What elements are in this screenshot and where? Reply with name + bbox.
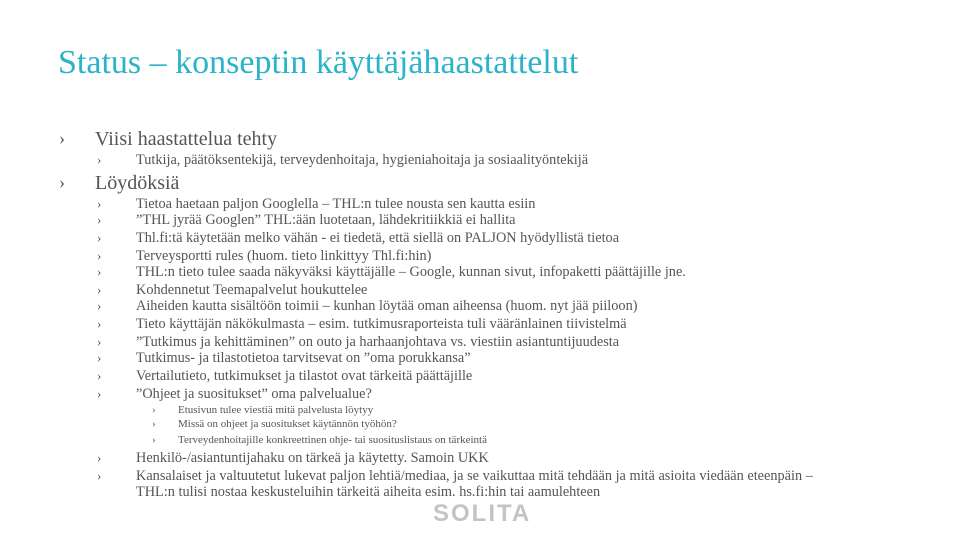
list-item-text: Viisi haastattelua tehty <box>95 128 278 150</box>
list-item-text: Kohdennetut Teemapalvelut houkuttelee <box>136 282 368 298</box>
bullet-marker: › <box>152 434 156 446</box>
list-item-text: THL:n tieto tulee saada näkyväksi käyttäjälle – Google, kunnan sivut, infopaketti päättäjille jne. <box>136 264 686 280</box>
list-item-text: Vertailutieto, tutkimukset ja tilastot ovat tärkeitä päättäjille <box>136 368 473 384</box>
bullet-marker: › <box>97 230 102 245</box>
bullet-marker: › <box>97 450 102 465</box>
bullet-marker: › <box>59 172 65 192</box>
list-item-text: Tutkimus- ja tilastotietoa tarvitsevat on ”oma porukkansa” <box>136 350 471 366</box>
bullet-marker: › <box>97 316 102 331</box>
list-item-text: Terveysportti rules (huom. tieto linkittyy Thl.fi:hin) <box>136 248 432 264</box>
bullet-marker: › <box>152 404 156 416</box>
list-item-text: Terveydenhoitajille konkreettinen ohje- tai suosituslistaus on tärkeintä <box>178 434 487 446</box>
list-item-text: Etusivun tulee viestiä mitä palvelusta löytyy <box>178 404 374 416</box>
list-item-text: ”Ohjeet ja suositukset” oma palvelualue? <box>136 386 372 402</box>
list-item-text: Thl.fi:tä käytetään melko vähän - ei tiedetä, että siellä on PALJON hyödyllistä tietoa <box>136 230 620 246</box>
list-item-text: Tieto käyttäjän näkökulmasta – esim. tutkimusraporteista tuli vääränlainen tiivistelmä <box>136 316 627 332</box>
bullet-marker: › <box>97 196 102 211</box>
list-item-text: Missä on ohjeet ja suositukset käytännön työhön? <box>178 418 397 430</box>
list-item-text: Tietoa haetaan paljon Googlella – THL:n tulee nousta sen kautta esiin <box>136 196 536 212</box>
bullet-marker: › <box>97 152 102 167</box>
bullet-marker: › <box>97 212 102 227</box>
bullet-marker: › <box>97 264 102 279</box>
list-item-text: THL:n tulisi nostaa keskusteluihin tärkeitä aiheita esim. hs.fi:hin tai aamulehteen <box>136 484 601 500</box>
list-item-text: Kansalaiset ja valtuutetut lukevat paljon lehtiä/mediaa, ja se vaikuttaa mitä tehdään ja mitä asioita viedään eteenpäin – <box>136 468 813 484</box>
bullet-marker: › <box>97 350 102 365</box>
bullet-marker: › <box>97 386 102 401</box>
slide-title: Status – konseptin käyttäjähaastattelut <box>58 44 579 81</box>
list-item-text: Tutkija, päätöksentekijä, terveydenhoitaja, hygieniahoitaja ja sosiaalityöntekijä <box>136 152 589 168</box>
list-item-text: Löydöksiä <box>95 172 180 194</box>
bullet-marker: › <box>97 368 102 383</box>
bullet-marker: › <box>97 298 102 313</box>
bullet-marker: › <box>97 334 102 349</box>
list-item-text: ”Tutkimus ja kehittäminen” on outo ja harhaanjohtava vs. viestiin asiantuntijuudesta <box>136 334 620 350</box>
bullet-marker: › <box>97 282 102 297</box>
list-item-text: ”THL jyrää Googlen” THL:ään luotetaan, lähdekritiikkiä ei hallita <box>136 212 516 228</box>
bullet-marker: › <box>59 128 65 148</box>
list-item-text: Aiheiden kautta sisältöön toimii – kunhan löytää oman aiheensa (huom. nyt jää piiloon) <box>136 298 638 314</box>
solita-logo: SOLITA <box>433 500 532 527</box>
bullet-marker: › <box>97 248 102 263</box>
bullet-marker: › <box>152 418 156 430</box>
list-item-text: Henkilö-/asiantuntijahaku on tärkeä ja käytetty. Samoin UKK <box>136 450 489 466</box>
bullet-marker: › <box>97 468 102 483</box>
